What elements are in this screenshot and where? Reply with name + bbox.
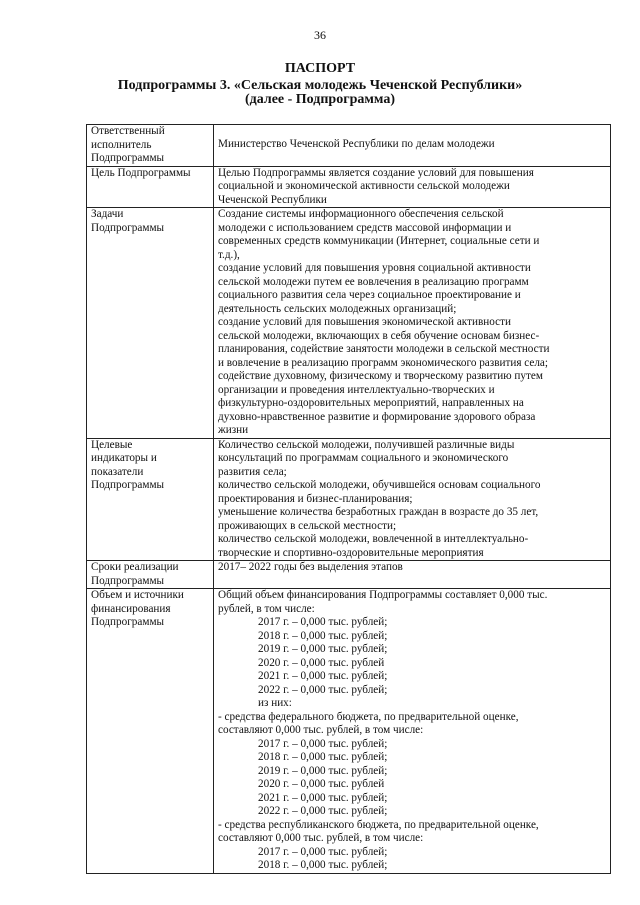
row-value-line: 2021 г. – 0,000 тыс. рублей; <box>258 670 388 682</box>
row-value-line: количество сельской молодежи, вовлеченной в интеллектуально- <box>218 533 529 545</box>
row-value-line: 2019 г. – 0,000 тыс. рублей; <box>258 764 388 777</box>
passport-row-financing <box>87 589 611 874</box>
row-value-line: уменьшение количества безработных граждан в возрасте до 35 лет, <box>218 506 539 518</box>
row-value-line: духовно-нравственное развитие и формирование здорового образа <box>218 410 536 423</box>
row-value-line: рублей, в том числе: <box>218 602 315 615</box>
row-value-line: создание условий для повышения экономической активности <box>218 316 511 328</box>
row-value-line: из них: <box>258 697 292 709</box>
row-label-cell <box>87 208 214 439</box>
row-label-line: Ответственный <box>91 125 165 137</box>
row-value-line: создание условий для повышения уровня социальной активности <box>218 262 531 274</box>
row-label-cell <box>87 561 214 589</box>
row-label-line: Задачи <box>91 208 124 220</box>
passport-row-exec <box>87 125 611 167</box>
row-value-line: развития села; <box>218 465 287 478</box>
row-label-line: Подпрограммы <box>91 152 165 164</box>
row-value-cell <box>214 166 611 208</box>
row-value-line: Создание системы информационного обеспечения сельской <box>218 208 504 220</box>
row-label-line: индикаторы и <box>91 452 157 464</box>
row-label-cell <box>87 166 214 208</box>
row-value-line: сельской молодежи путем ее вовлечения в реализацию программ <box>218 275 529 288</box>
row-label-line: Объем и источники <box>91 589 184 601</box>
row-value-line: - средства федерального бюджета, по предварительной оценке, <box>218 710 519 723</box>
row-value-line: составляют 0,000 тыс. рублей, в том числе: <box>218 724 424 736</box>
row-value-line: 2017 г. – 0,000 тыс. рублей; <box>258 845 388 858</box>
row-label-line: исполнитель <box>91 138 152 151</box>
row-value-line: социального развития села через социальное проектирование и <box>218 289 521 301</box>
row-label-cell <box>87 589 214 874</box>
row-value-line: молодежи с использованием средств массовой информации и <box>218 221 512 234</box>
row-label-line: Сроки реализации <box>91 561 179 573</box>
row-value-line: количество сельской молодежи, обучившейся основам социального <box>218 479 541 491</box>
row-value-line: консультаций по программам социального и экономического <box>218 452 509 464</box>
row-value-cell <box>214 589 611 874</box>
row-value-line: т.д.), <box>218 248 240 261</box>
row-value-line: Чеченской Республики <box>218 193 327 206</box>
row-value-line: проживающих в сельской местности; <box>218 519 397 532</box>
row-value-line: социальной и экономической активности сельской молодежи <box>218 180 510 192</box>
subtitle-line: (далее - Подпрограмма) <box>244 92 395 107</box>
row-value-line: 2017 г. – 0,000 тыс. рублей; <box>258 616 388 628</box>
row-value-line: 2022 г. – 0,000 тыс. рублей; <box>258 683 388 696</box>
row-value-line: Общий объем финансирования Подпрограммы составляет 0,000 тыс. <box>218 589 548 601</box>
passport-row-terms <box>87 561 611 589</box>
row-value-line: деятельность сельских молодежных организаций; <box>218 302 457 315</box>
passport-row-indicators <box>87 438 611 561</box>
row-value-line: организации и проведения интеллектуально-творческих и <box>218 383 495 396</box>
document-subtitle <box>0 79 640 107</box>
row-value-line: Министерство Чеченской Республики по делам молодежи <box>218 138 495 150</box>
row-value-line: 2018 г. – 0,000 тыс. рублей; <box>258 751 388 763</box>
row-value-cell <box>214 125 611 167</box>
page-number: 36 <box>314 28 326 42</box>
row-value-line: планирования, содействие занятости молодежи в сельской местности <box>218 343 550 355</box>
row-label-line: Подпрограммы <box>91 616 165 628</box>
row-value-line: жизни <box>218 424 249 436</box>
passport-row-goal <box>87 166 611 208</box>
row-label-line: финансирования <box>91 602 171 615</box>
row-value-line: и вовлечение в реализацию программ экономического развития села; <box>218 356 549 369</box>
row-label-line: Подпрограммы <box>91 479 165 491</box>
document-title: ПАСПОРТ <box>284 61 356 76</box>
row-value-line: Целью Подпрограммы является создание условий для повышения <box>218 166 534 179</box>
row-value-line: 2018 г. – 0,000 тыс. рублей; <box>258 629 388 642</box>
row-value-cell <box>214 208 611 439</box>
row-value-line: 2017– 2022 годы без выделения этапов <box>218 561 403 573</box>
passport-row-tasks <box>87 208 611 439</box>
row-value-line: 2017 г. – 0,000 тыс. рублей; <box>258 737 388 750</box>
row-value-cell <box>214 438 611 561</box>
row-value-line: 2022 г. – 0,000 тыс. рублей; <box>258 805 388 817</box>
row-label-line: показатели <box>91 465 144 478</box>
row-value-line: 2020 г. – 0,000 тыс. рублей <box>258 656 385 669</box>
passport-table-body <box>87 125 611 874</box>
row-value-line: сельской молодежи, включающих в себя обучение основам бизнес- <box>218 329 540 342</box>
row-value-line: составляют 0,000 тыс. рублей, в том числе: <box>218 832 424 844</box>
row-value-line: 2018 г. – 0,000 тыс. рублей; <box>258 859 388 871</box>
row-value-line: Количество сельской молодежи, получившей различные виды <box>218 438 515 451</box>
row-value-line: современных средств коммуникации (Интернет, социальные сети и <box>218 235 540 247</box>
row-value-line: творческие и спортивно-оздоровительные мероприятия <box>218 546 484 559</box>
row-value-line: 2019 г. – 0,000 тыс. рублей; <box>258 643 388 655</box>
row-value-line: физкультурно-оздоровительных мероприятий, направленных на <box>218 397 524 409</box>
row-value-line: 2020 г. – 0,000 тыс. рублей <box>258 778 385 790</box>
row-value-cell <box>214 561 611 589</box>
row-value-line: проектирования и бизнес-планирования; <box>218 492 413 505</box>
row-label-line: Подпрограммы <box>91 574 165 587</box>
passport-table <box>86 124 611 874</box>
row-value-line: 2021 г. – 0,000 тыс. рублей; <box>258 791 388 804</box>
row-label-cell <box>87 125 214 167</box>
row-label-line: Цель Подпрограммы <box>91 166 191 179</box>
row-value-line: содействие духовному, физическому и творческому развитию путем <box>218 370 543 382</box>
row-label-cell <box>87 438 214 561</box>
row-label-line: Подпрограммы <box>91 221 165 234</box>
row-label-line: Целевые <box>91 438 133 451</box>
row-value-line: - средства республиканского бюджета, по предварительной оценке, <box>218 818 539 831</box>
subtitle-line: Подпрограммы 3. «Сельская молодежь Чеченской Республики» <box>117 78 523 93</box>
